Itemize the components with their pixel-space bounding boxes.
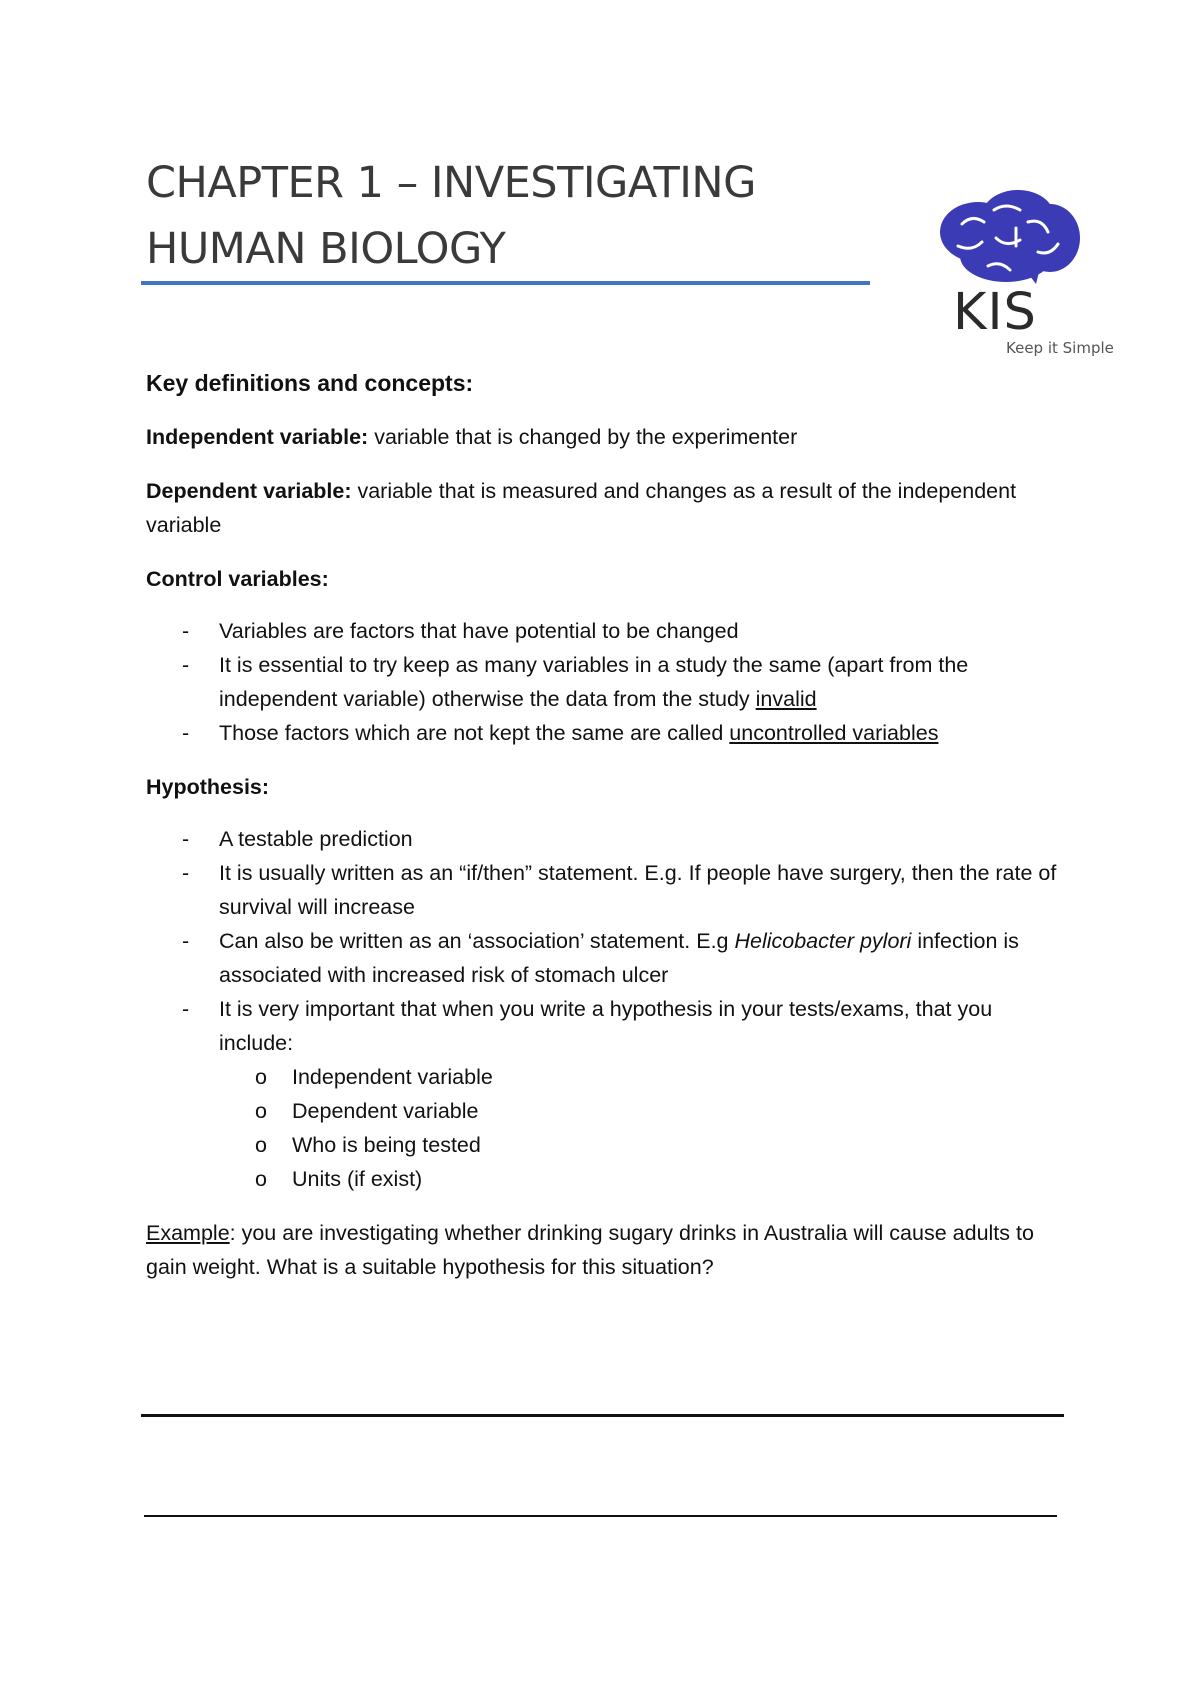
independent-variable-definition (146, 420, 1066, 454)
answer-line[interactable] (141, 1414, 1064, 1417)
list-item (146, 648, 1066, 716)
sub-list-item: o Who is being tested (219, 1128, 1066, 1162)
list-item: - A testable prediction (146, 822, 1066, 856)
list-item: - It is usually written as an “if/then” statement. E.g. If people have surgery, then the rate of survival will increase (146, 856, 1066, 924)
list-item (146, 716, 1066, 750)
hypothesis-heading: Hypothesis: (146, 775, 270, 799)
example-label: Example (146, 1221, 230, 1245)
logo-tagline: Keep it Simple (1006, 339, 1114, 357)
list-item-text: It is essential to try keep as many variables in a study the same (apart from the independent variable) otherwise the data from the study (219, 653, 969, 711)
list-item (146, 924, 1066, 992)
example-text: : you are investigating whether drinking sugary drinks in Australia will cause adults to gain weight. What is a suitable hypothesis for this situation? (146, 1221, 1034, 1279)
title-line-1: CHAPTER 1 – INVESTIGATING (146, 158, 756, 208)
dependent-variable-term: Dependent variable: (146, 479, 352, 503)
list-item: - Variables are factors that have potential to be changed (146, 614, 1066, 648)
page-title (146, 150, 886, 282)
list-item (146, 992, 1066, 1196)
list-item-text: infection is associated with increased risk of stomach ulcer (219, 929, 1019, 987)
control-variables-list (146, 614, 1066, 750)
answer-line[interactable] (144, 1515, 1057, 1517)
sub-list-item: o Independent variable (219, 1060, 1066, 1094)
hypothesis-list (146, 822, 1066, 1196)
list-item-text: Can also be written as an ‘association’ statement. E.g (219, 929, 735, 953)
underlined-term: uncontrolled variables (729, 721, 939, 745)
logo-text: KIS (953, 283, 1037, 342)
dependent-variable-definition (146, 474, 1066, 542)
sub-list-item: o Units (if exist) (219, 1162, 1066, 1196)
independent-variable-text: variable that is changed by the experimenter (368, 425, 798, 449)
dependent-variable-text: variable that is measured and changes as a result of the independent variable (146, 479, 1017, 537)
title-line-2: HUMAN BIOLOGY (146, 224, 506, 274)
hypothesis-requirements-list (219, 1060, 1066, 1196)
list-item-text: It is very important that when you write a hypothesis in your tests/exams, that you include: (219, 997, 993, 1055)
independent-variable-term: Independent variable: (146, 425, 369, 449)
sub-list-item: o Dependent variable (219, 1094, 1066, 1128)
list-item-text: Those factors which are not kept the same are called (219, 721, 730, 745)
underlined-term: invalid (755, 687, 817, 711)
control-variables-heading: Control variables: (146, 567, 329, 591)
italic-species-name: Helicobacter pylori (734, 929, 912, 953)
title-underline (141, 281, 870, 285)
notes-body (146, 366, 1066, 1284)
example-question (146, 1216, 1066, 1284)
key-definitions-heading: Key definitions and concepts: (146, 370, 474, 396)
